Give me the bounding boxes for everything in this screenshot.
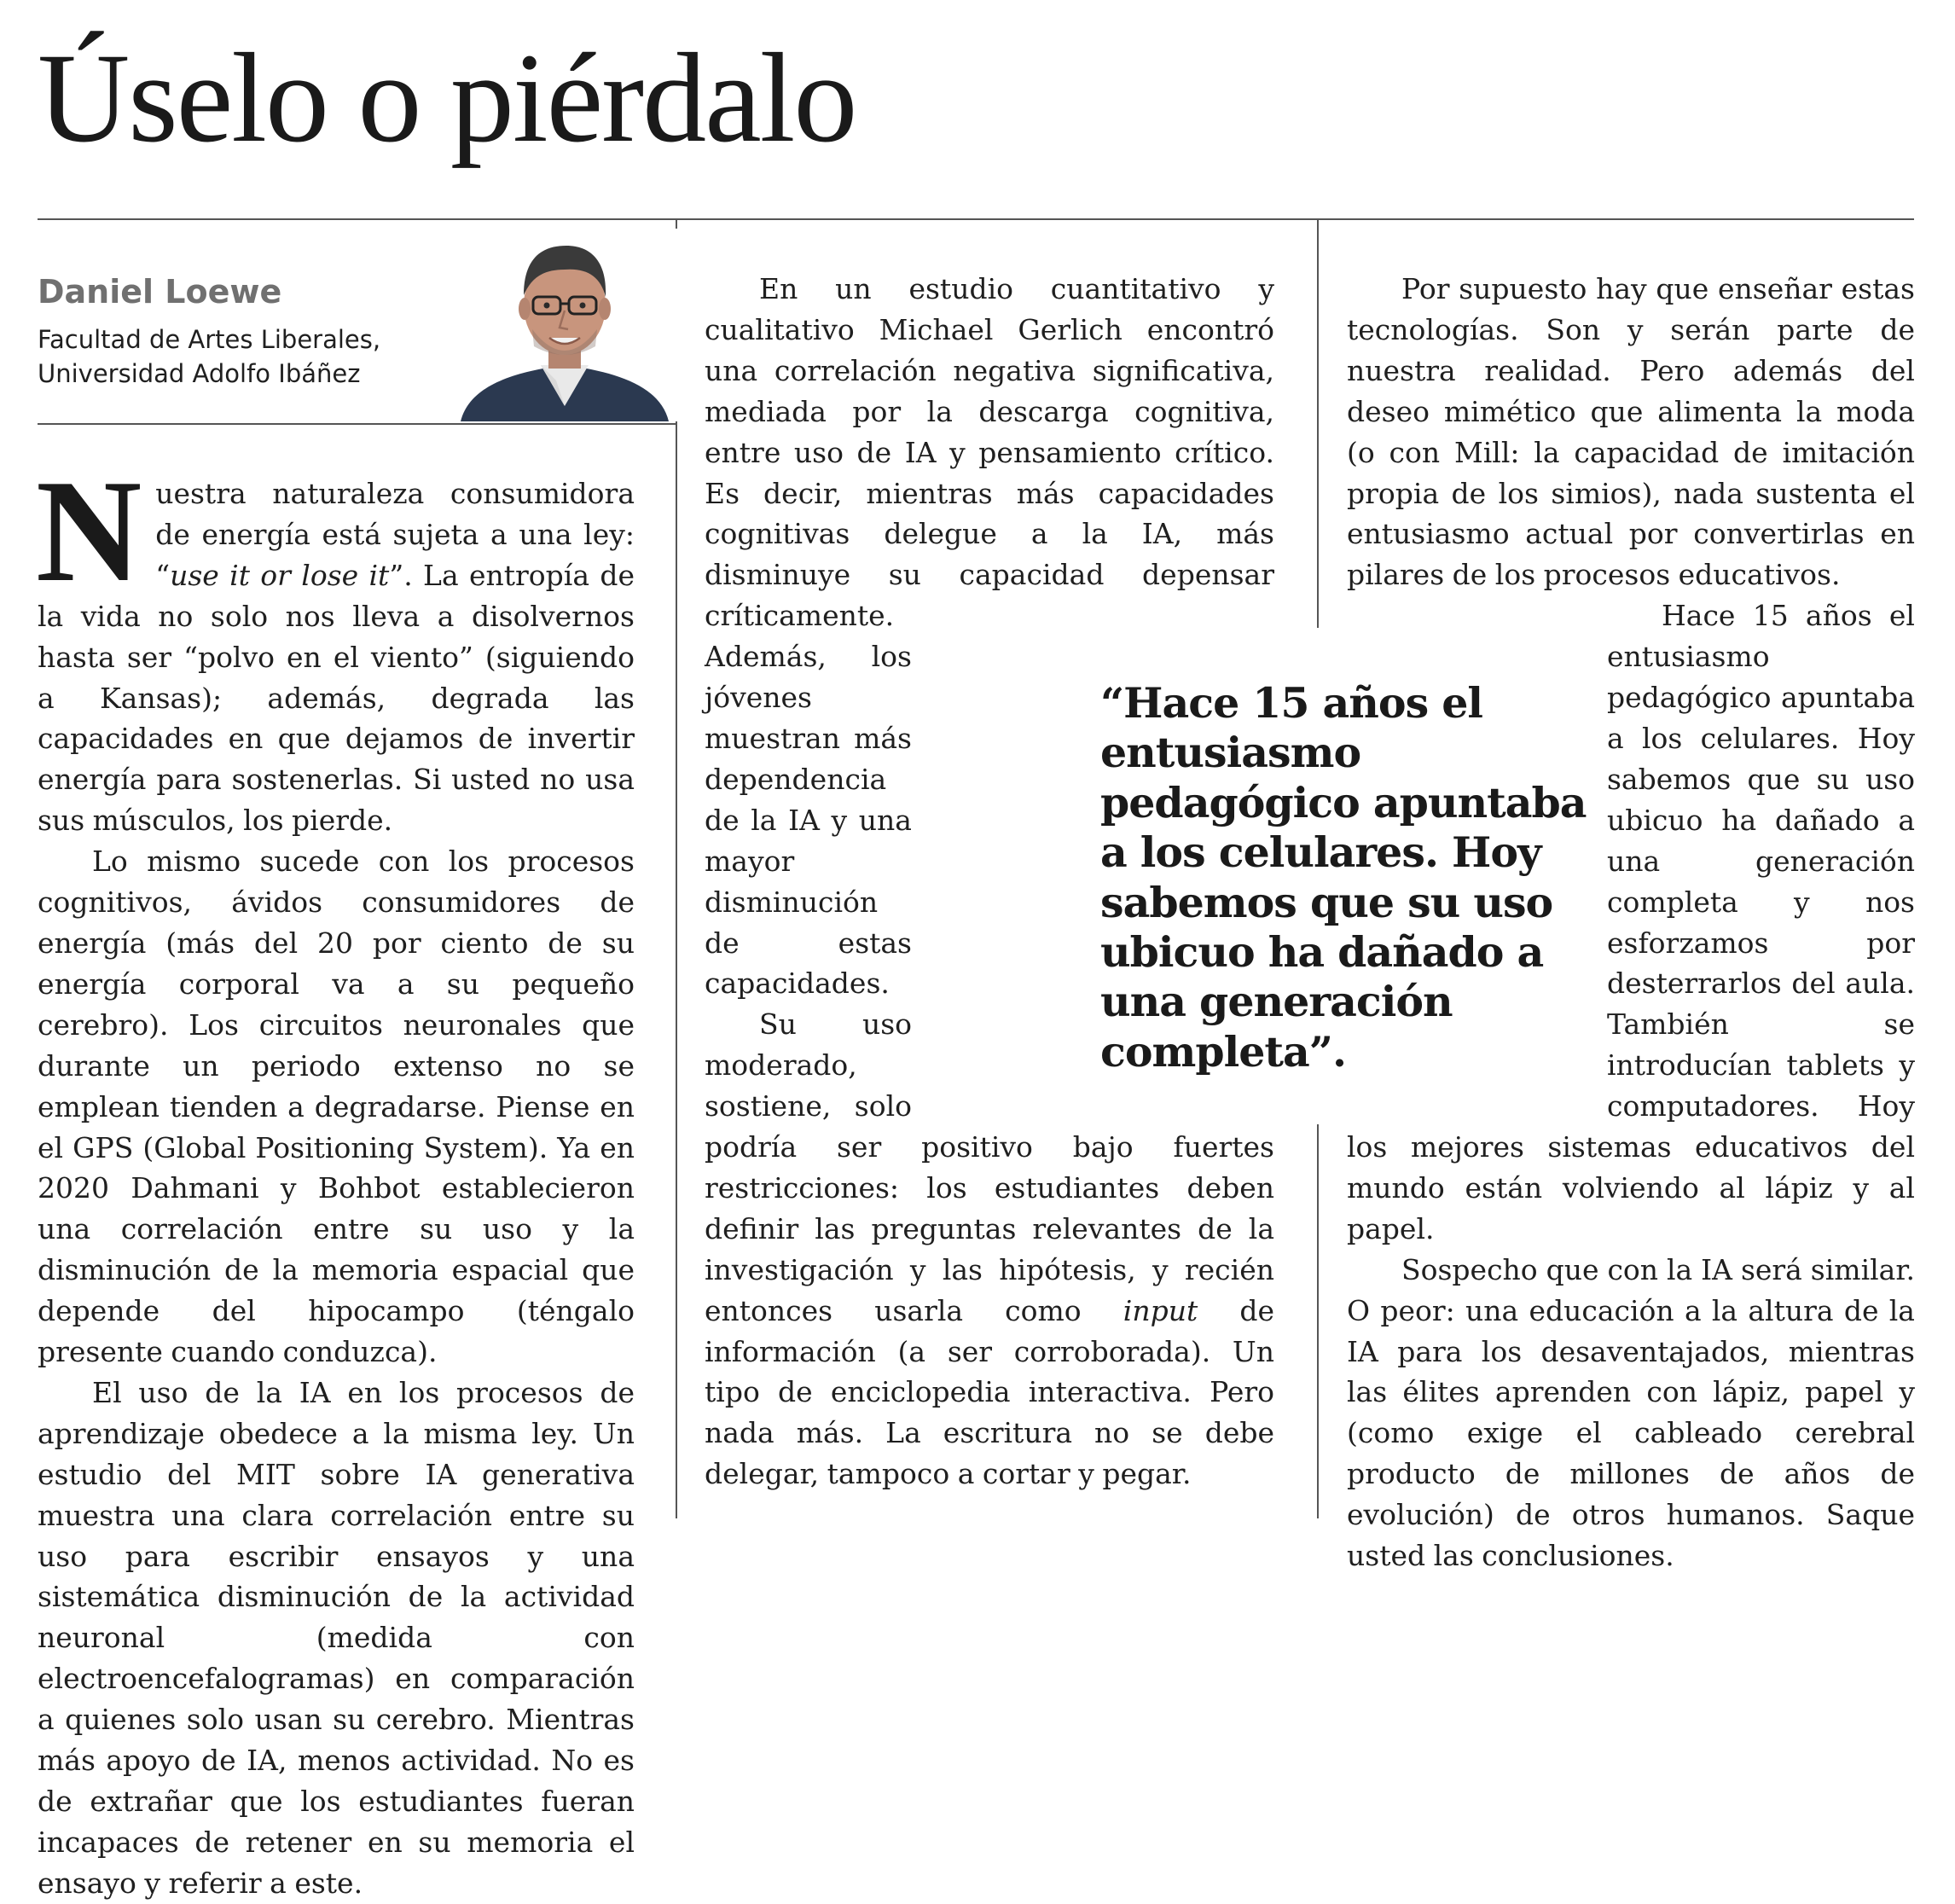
top-divider <box>38 218 1914 220</box>
author-divider <box>38 423 677 425</box>
paragraph-1: Nuestra naturaleza consumidora de energía está sujeta a una ley: “use it or lose it”. La entropía de la vida no solo nos lleva a disolvernos hasta ser “polvo en el viento” (siguiendo a Kansas); además, degrada las capacidades en que dejamos de invertir energía para sostenerlas. Si usted no usa sus músculos, los pierde. <box>36 450 635 838</box>
english-phrase: use it or lose it <box>170 558 390 592</box>
paragraph-5: Su uso moderado, sostiene, solo podría ser positivo bajo fuertes restricciones: los estudiantes deben definir las preguntas relevantes de la investigación y las hipótesis, y recién entonces usarla como input de información (a ser corroborada). Un tipo de enciclopedia interactiva. Pero nada más. La escritura no se debe delegar, tampoco a cortar y pegar. <box>705 1007 1274 1491</box>
author-name: Daniel Loewe <box>38 273 282 311</box>
paragraph-3: El uso de la IA en los procesos de aprendizaje obedece a la misma ley. Un estudio del MIT sobre IA generativa muestra una clara correlación entre su uso para escribir ensayos y una sistemática disminución de la actividad neuronal (medida con electroencefalogramas) en comparación a quienes solo usan su cerebro. Mientras más apoyo de IA, menos actividad. No es de extrañar que los estudiantes fueran incapaces de retener en su memoria el ensayo y referir a este. <box>38 1375 635 1900</box>
drop-cap: N <box>36 450 142 612</box>
paragraph-4: En un estudio cuantitativo y cualitativo Michael Gerlich encontró una correlación negativa significativa, mediada por la descarga cognitiva, entre uso de IA y pensamiento crítico. Es decir, mientras más capacidades cognitivas delegue a la IA, más disminuye su capacidad depensar críticamente. Además, los jóvenes muestran más dependencia de la IA y una mayor disminución de estas capacidades. <box>705 272 1274 1001</box>
author-affiliation <box>38 322 380 391</box>
article-column-1 <box>36 450 635 1904</box>
input-term: input <box>1123 1293 1198 1327</box>
pull-quote: “Hace 15 años el entusiasmo pedagógico apuntaba a los celulares. Hoy sabemos que su uso ubicuo ha dañado a una generación completa”. <box>1100 678 1587 1077</box>
paragraph-8: Sospecho que con la IA será similar. O peor: una educación a la altura de la IA para los desaventajados, mientras las élites aprenden con lápiz, papel y (como exige el cableado cerebral producto de millones de años de evolución) de otros humanos. Saque usted las conclusiones. <box>1347 1252 1915 1573</box>
affiliation-university: Universidad Adolfo Ibáñez <box>38 359 361 388</box>
affiliation-faculty: Facultad de Artes Liberales, <box>38 325 381 354</box>
paragraph-7: Hace 15 años el entusiasmo pedagógico apuntaba a los celulares. Hoy sabemos que su uso ubicuo ha dañado a una generación completa y nos esforzamos por desterrarlos del aula. También se introducían tablets y computadores. Hoy los mejores sistemas educativos del mundo están volviendo al lápiz y al papel. <box>1347 599 1915 1245</box>
paragraph-2: Lo mismo sucede con los procesos cognitivos, ávidos consumidores de energía (más del 20 por ciento de su energía corporal va a su pequeño cerebro). Los circuitos neuronales que durante un periodo extenso no se emplean tienden a degradarse. Piense en el GPS (Global Positioning System). Ya en 2020 Dahmani y Bohbot establecieron una correlación entre su uso y la disminución de la memoria espacial que depende del hipocampo (téngalo presente cuando conduzca). <box>38 845 635 1369</box>
column-divider-2 <box>1317 218 1319 628</box>
author-portrait <box>452 229 677 421</box>
paragraph-6: Por supuesto hay que enseñar estas tecnologías. Son y serán parte de nuestra realidad. Pero además del deseo mimético que alimenta la moda (o con Mill: la capacidad de imitación propia de los simios), nada sustenta el entusiasmo actual por convertirlas en pilares de los procesos educativos. <box>1347 272 1915 592</box>
headline: Úselo o piérdalo <box>38 27 856 169</box>
column-divider-2-lower <box>1317 1124 1319 1518</box>
